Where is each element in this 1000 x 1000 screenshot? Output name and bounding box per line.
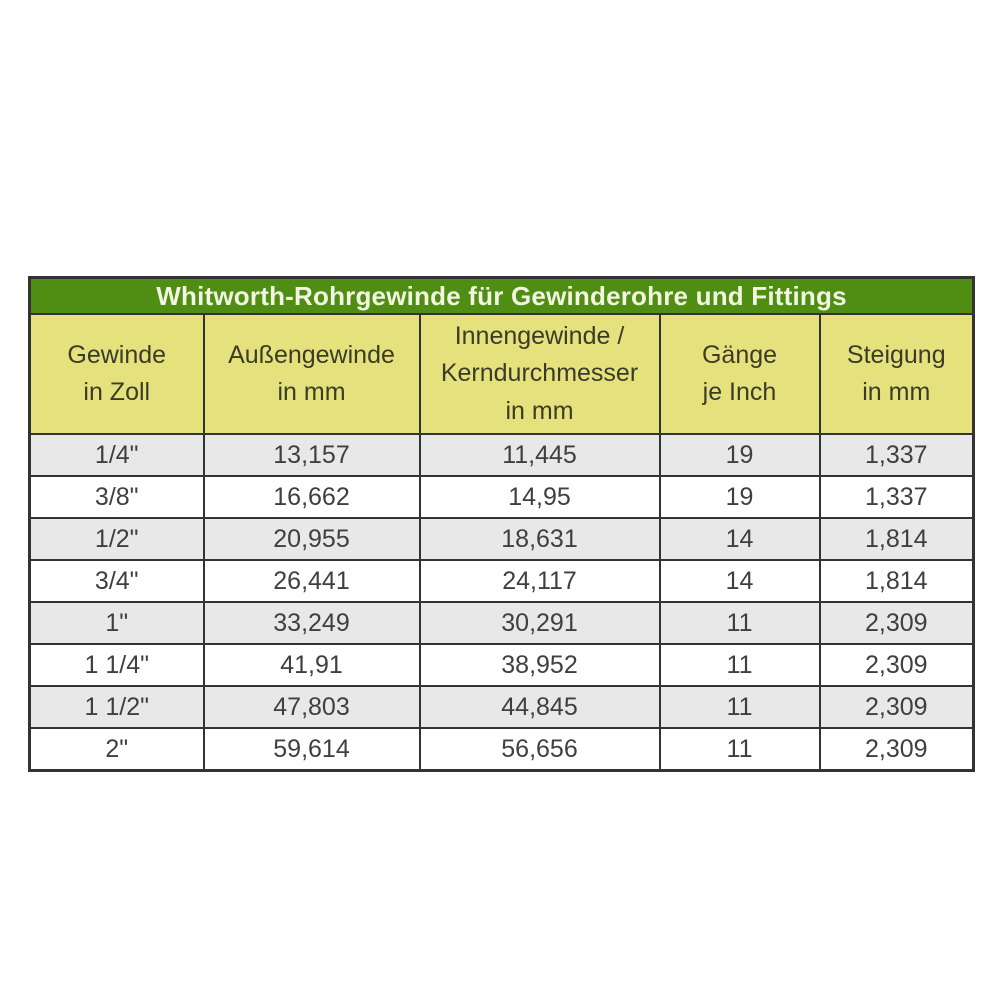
header-line: Gewinde [67, 340, 167, 369]
table-cell: 59,614 [204, 728, 420, 771]
table-cell: 1" [30, 602, 204, 644]
table-cell: 1,814 [820, 560, 974, 602]
table-cell: 14 [660, 560, 820, 602]
table-cell: 19 [660, 434, 820, 476]
header-line: Außengewinde [228, 340, 395, 369]
header-line: in Zoll [83, 378, 151, 406]
table-cell: 1/4" [30, 434, 204, 476]
table-cell: 1,814 [820, 518, 974, 560]
table-cell: 44,845 [420, 686, 660, 728]
table-cell: 14 [660, 518, 820, 560]
table-cell: 3/8" [30, 476, 204, 518]
column-header-gaenge-je-inch [660, 314, 820, 434]
table-row [30, 476, 974, 518]
table-cell: 14,95 [420, 476, 660, 518]
table-cell: 41,91 [204, 644, 420, 686]
header-line: Gänge [701, 340, 778, 369]
table-cell: 30,291 [420, 602, 660, 644]
header-line: in mm [277, 378, 346, 406]
table-cell: 11 [660, 728, 820, 771]
column-header-gewinde-in-zoll [30, 314, 204, 434]
column-header-innengewinde [420, 314, 660, 434]
table-cell: 38,952 [420, 644, 660, 686]
table-row [30, 644, 974, 686]
table-cell: 1/2" [30, 518, 204, 560]
table-cell: 1 1/4" [30, 644, 204, 686]
table-cell: 2,309 [820, 644, 974, 686]
table-cell: 56,656 [420, 728, 660, 771]
column-header-steigung [820, 314, 974, 434]
table-cell: 19 [660, 476, 820, 518]
table-cell: 20,955 [204, 518, 420, 560]
table-cell: 11,445 [420, 434, 660, 476]
table-cell: 2,309 [820, 602, 974, 644]
table-cell: 2,309 [820, 728, 974, 771]
table-cell: 1 1/2" [30, 686, 204, 728]
table-title-row [30, 278, 974, 315]
table-row [30, 602, 974, 644]
table-cell: 16,662 [204, 476, 420, 518]
table-row [30, 686, 974, 728]
header-line: je Inch [702, 378, 777, 406]
table-cell: 11 [660, 644, 820, 686]
table-cell: 13,157 [204, 434, 420, 476]
thread-table-container [28, 276, 972, 772]
table-cell: 33,249 [204, 602, 420, 644]
table-cell: 11 [660, 686, 820, 728]
table-cell: 47,803 [204, 686, 420, 728]
table-cell: 3/4" [30, 560, 204, 602]
table-cell: 18,631 [420, 518, 660, 560]
header-line: Kerndurchmesser [440, 359, 639, 388]
table-cell: 24,117 [420, 560, 660, 602]
table-cell: 2" [30, 728, 204, 771]
whitworth-thread-table [28, 276, 975, 772]
header-line: Steigung [846, 340, 946, 369]
table-row [30, 434, 974, 476]
header-line: Innengewinde / [454, 321, 625, 350]
header-line: in mm [505, 396, 574, 425]
table-title: Whitworth-Rohrgewinde für Gewinderohre und Fittings [30, 278, 974, 315]
table-row [30, 518, 974, 560]
table-cell: 26,441 [204, 560, 420, 602]
table-header-row [30, 314, 974, 434]
table-row [30, 560, 974, 602]
header-line: in mm [862, 378, 931, 406]
table-row [30, 728, 974, 771]
column-header-aussengewinde [204, 314, 420, 434]
table-cell: 1,337 [820, 476, 974, 518]
table-cell: 11 [660, 602, 820, 644]
table-cell: 2,309 [820, 686, 974, 728]
table-cell: 1,337 [820, 434, 974, 476]
